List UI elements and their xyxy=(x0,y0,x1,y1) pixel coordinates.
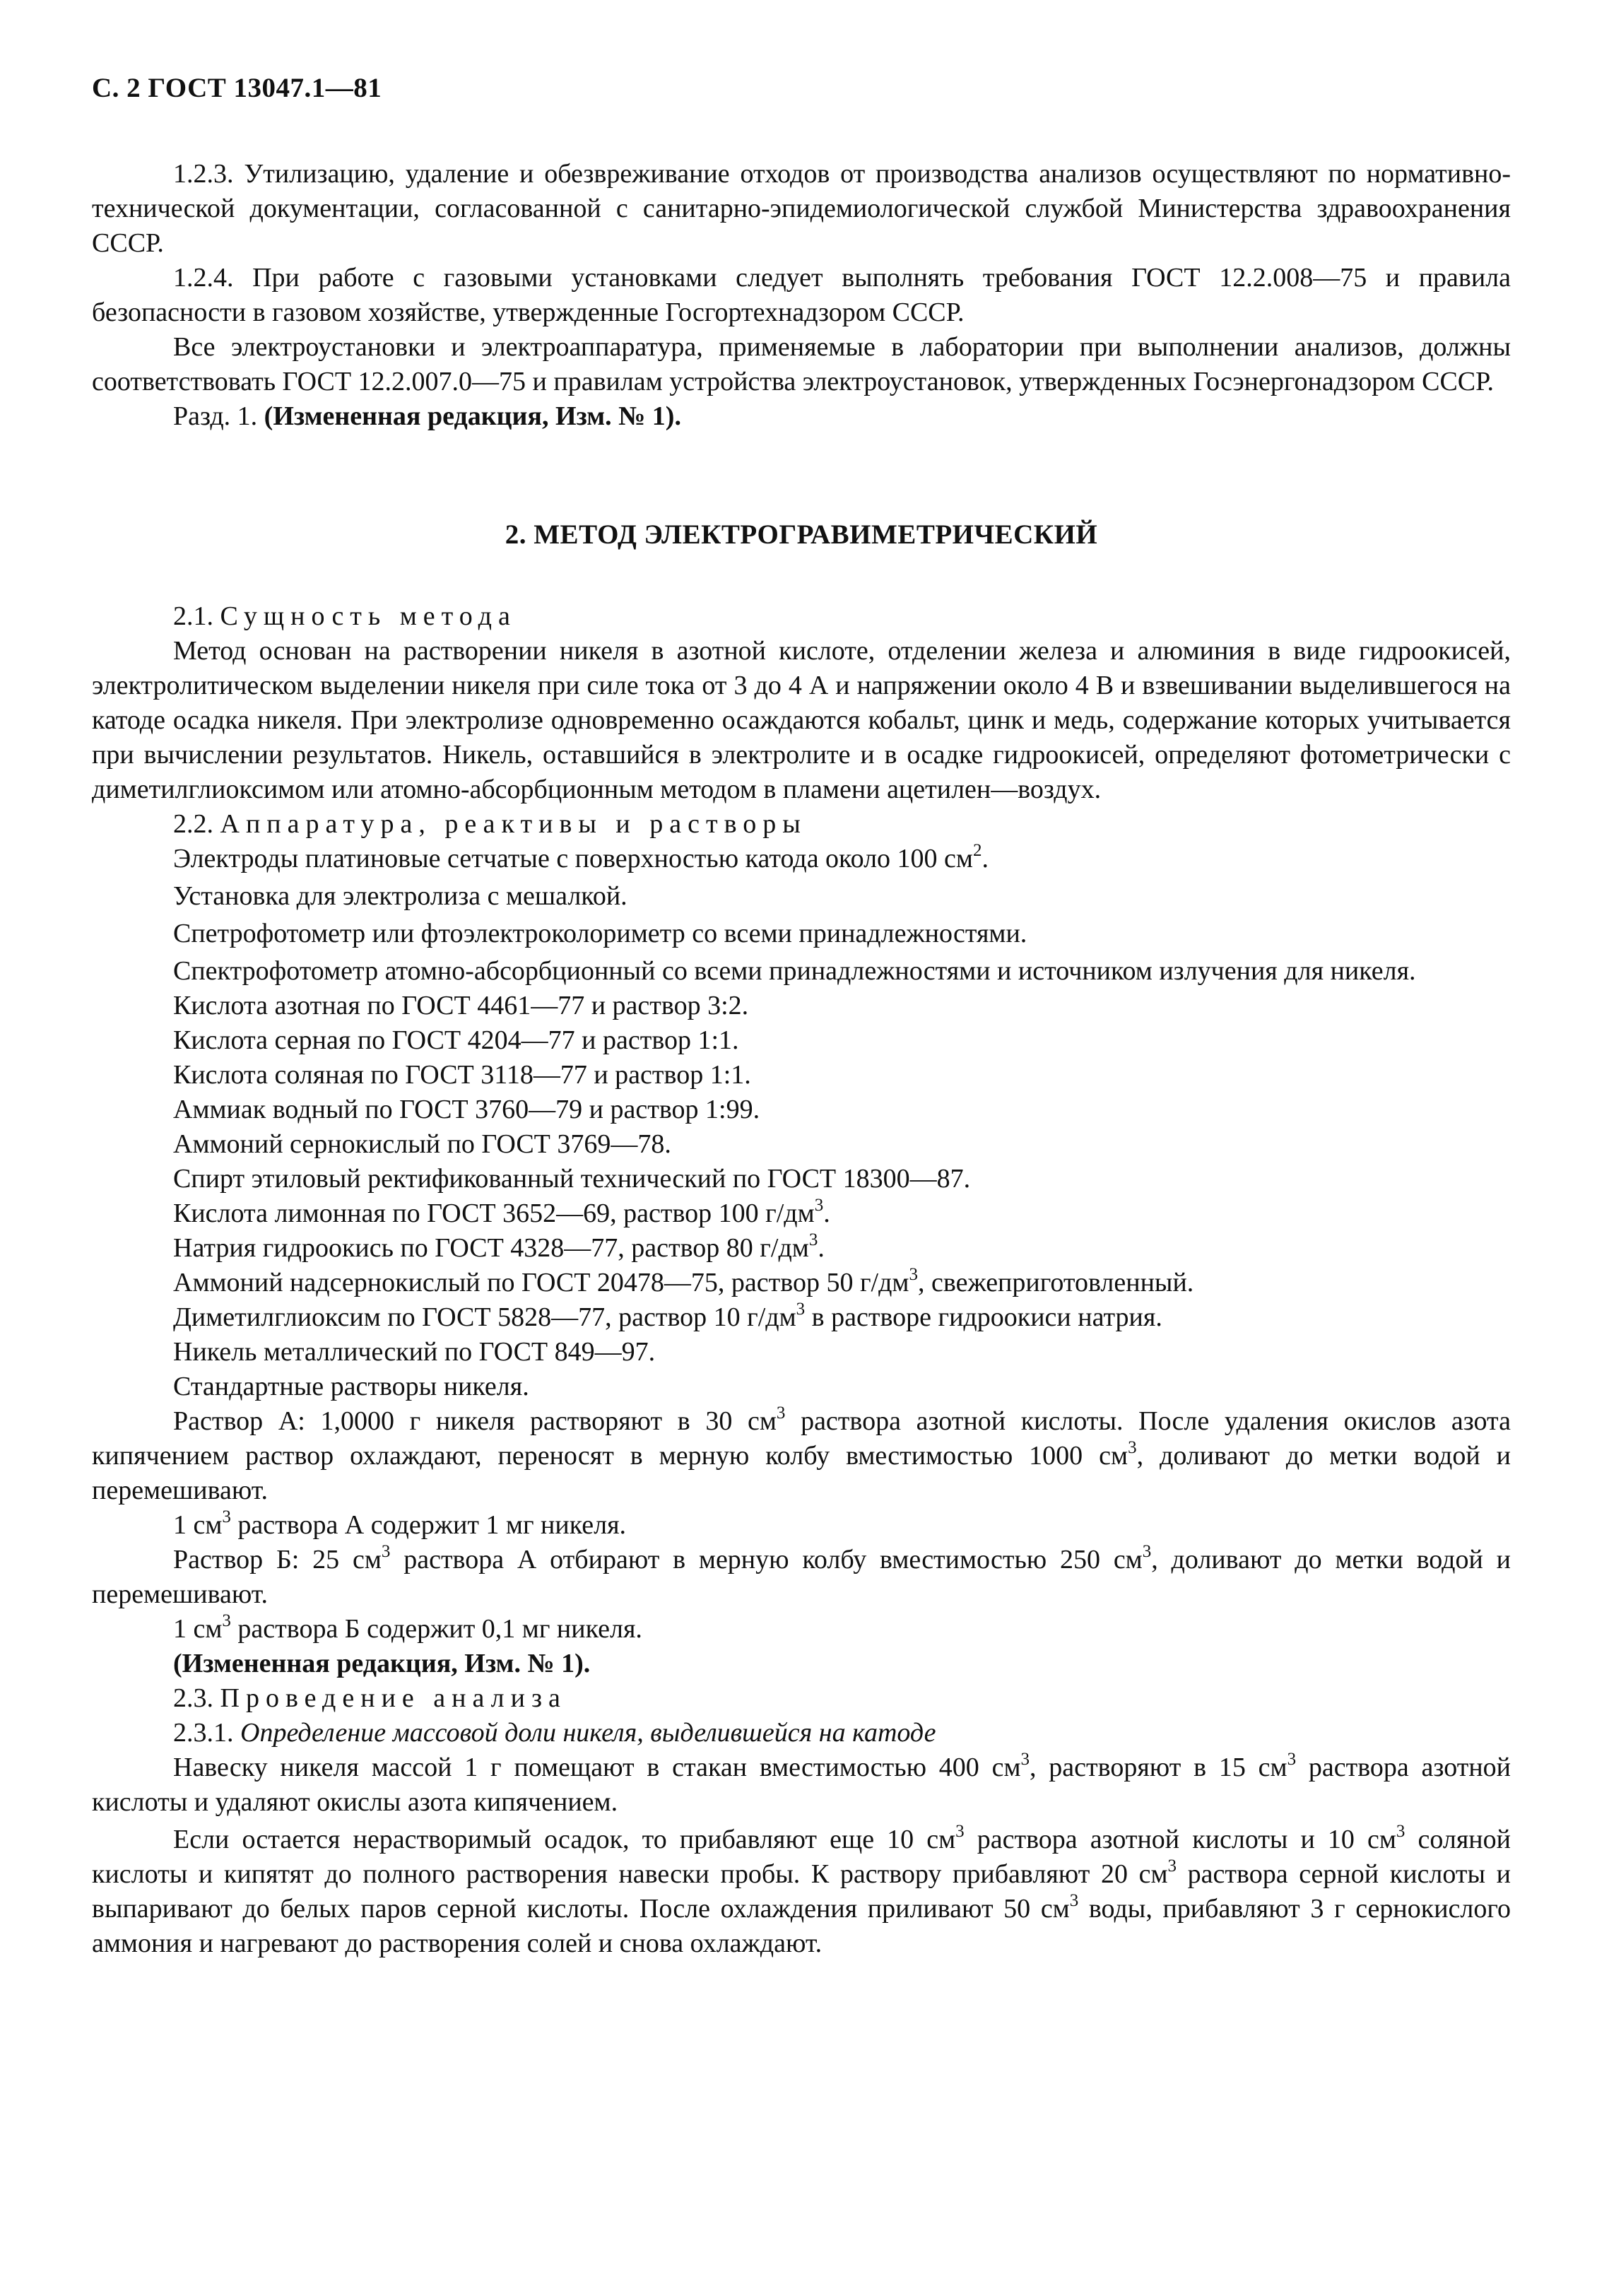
superscript: 3 xyxy=(814,1196,824,1215)
subsection-2-3-1-title xyxy=(92,1716,1511,1750)
item-hydrochloric-acid: Кислота соляная по ГОСТ 3118—77 и раствор 1:1. xyxy=(173,1060,751,1090)
subsection-title: Сущность метода xyxy=(220,601,517,631)
superscript: 3 xyxy=(222,1507,231,1527)
text: Электроды платиновые сетчатые с поверхностью катода около 100 см xyxy=(173,844,973,873)
text: . xyxy=(818,1233,825,1263)
text: 1 см xyxy=(173,1510,223,1540)
method-essence-text: Метод основан на растворении никеля в азотной кислоте, отделении железа и алюминия в виде гидроокисей, электролитическом выделении никеля при силе тока от 3 до 4 А и напряжении около 4 В и взвешивании выделившегося на катоде осадка никеля. При электролизе одновременно осаждаются кобальт, цинк и медь, содержание которых учитывается при вычислении результатов. Никель, оставшийся в электролите и в осадке гидроокисей, определяют фотометрически с диметилглиоксимом или атомно-абсорбционным методом в пламени ацетилен—воздух. xyxy=(92,636,1511,804)
text: воды, прибавляют 3 г сернокислого аммония и нагревают до растворения солей и снова охлаждают. xyxy=(92,1894,1511,1958)
running-title: С. 2 ГОСТ 13047.1—81 xyxy=(92,73,382,103)
item-electrodes xyxy=(92,842,1511,876)
section-2-body xyxy=(92,599,1511,1961)
superscript: 3 xyxy=(808,1230,818,1250)
solution-b-note xyxy=(92,1612,1511,1647)
superscript: 3 xyxy=(1287,1750,1297,1770)
item-nitric-acid: Кислота азотная по ГОСТ 4461—77 и раствор 3:2. xyxy=(173,991,749,1020)
text: Навеску никеля массой 1 г помещают в стакан вместимостью 400 см xyxy=(173,1753,1021,1782)
text: Раствор А: 1,0000 г никеля растворяют в 30 см xyxy=(173,1406,777,1436)
superscript: 3 xyxy=(1069,1891,1079,1911)
section-2-heading: 2. МЕТОД ЭЛЕКТРОГРАВИМЕТРИЧЕСКИЙ xyxy=(505,519,1098,550)
paragraph-electrical: Все электроустановки и электроаппаратура, применяемые в лаборатории при выполнении анализов, должны соответствовать ГОСТ 12.2.007.0—75 и правилам устройства электроустановок, утвержденных Госэнергонадзором СССР. xyxy=(92,332,1511,396)
amendment-note-2-2: (Измененная редакция, Изм. № 1). xyxy=(173,1649,591,1678)
item-ammonium-persulfate xyxy=(92,1266,1511,1300)
text: , растворяют в 15 см xyxy=(1030,1753,1287,1782)
superscript: 2 xyxy=(972,841,982,861)
subsection-number: 2.3. xyxy=(173,1683,220,1713)
item-standard-solutions: Стандартные растворы никеля. xyxy=(173,1372,529,1401)
superscript: 3 xyxy=(1167,1856,1177,1876)
superscript: 3 xyxy=(1020,1750,1030,1770)
item-dimethylglyoxime xyxy=(92,1300,1511,1335)
procedure-paragraph-1 xyxy=(92,1750,1511,1820)
text: Если остается нерастворимый осадок, то прибавляют еще 10 см xyxy=(173,1825,956,1854)
section-1-body xyxy=(92,157,1511,434)
subsection-2-3-title xyxy=(92,1681,1511,1716)
superscript: 3 xyxy=(1396,1822,1405,1842)
superscript: 3 xyxy=(955,1822,965,1842)
text: , доливают до метки водой и перемешивают. xyxy=(92,1545,1511,1609)
text: , свежеприготовленный. xyxy=(917,1268,1194,1297)
item-nickel-metal: Никель металлический по ГОСТ 849—97. xyxy=(173,1337,656,1367)
text: Диметилглиоксим по ГОСТ 5828—77, раствор 10 г/дм xyxy=(173,1302,796,1332)
text: . xyxy=(982,844,989,873)
solution-a-note xyxy=(92,1508,1511,1543)
superscript: 3 xyxy=(222,1611,231,1631)
item-ammonia: Аммиак водный по ГОСТ 3760—79 и раствор 1:99. xyxy=(173,1095,760,1124)
paragraph-1-2-4: 1.2.4. При работе с газовыми установками следует выполнять требования ГОСТ 12.2.008—75 и правила безопасности в газовом хозяйстве, утвержденные Госгортехнадзором СССР. xyxy=(92,263,1511,327)
item-ammonium-sulfate: Аммоний сернокислый по ГОСТ 3769—78. xyxy=(173,1129,671,1159)
subsection-number: 2.3.1. xyxy=(173,1718,240,1748)
superscript: 3 xyxy=(1142,1542,1152,1562)
superscript: 3 xyxy=(1128,1438,1137,1458)
text: раствора А содержит 1 мг никеля. xyxy=(230,1510,627,1540)
text: . xyxy=(823,1199,830,1228)
text: Аммоний надсернокислый по ГОСТ 20478—75, раствор 50 г/дм xyxy=(173,1268,909,1297)
subsection-2-1-title xyxy=(92,599,1511,634)
procedure-paragraph-2 xyxy=(92,1823,1511,1961)
item-sulfuric-acid: Кислота серная по ГОСТ 4204—77 и раствор 1:1. xyxy=(173,1025,739,1055)
subsection-number: 2.2. xyxy=(173,809,220,839)
text: Раствор Б: 25 см xyxy=(173,1545,382,1574)
text: раствора серной кислоты и выпаривают до белых паров серной кислоты. После охлаждения приливают 50 см xyxy=(92,1859,1511,1924)
item-ethanol: Спирт этиловый ректификованный технический по ГОСТ 18300—87. xyxy=(173,1164,971,1194)
subsection-number: 2.1. xyxy=(173,601,220,631)
text: 1 см xyxy=(173,1614,223,1644)
solution-a-text xyxy=(92,1404,1511,1508)
text: соляной кислоты и кипятят до полного растворения навески пробы. К раствору прибавляют 20 см xyxy=(92,1825,1511,1889)
item-aas: Спектрофотометр атомно-абсорбционный со всеми принадлежностями и источником излучения для никеля. xyxy=(173,956,1416,986)
text: раствора Б содержит 0,1 мг никеля. xyxy=(230,1614,642,1644)
text: , доливают до метки водой и перемешивают. xyxy=(92,1441,1511,1505)
subsection-title: Проведение анализа xyxy=(220,1683,567,1713)
item-sodium-hydroxide xyxy=(92,1231,1511,1266)
razd-label: Разд. 1. xyxy=(173,401,264,431)
text: Натрия гидроокись по ГОСТ 4328—77, раствор 80 г/дм xyxy=(173,1233,809,1263)
item-photometer: Спетрофотометр или фтоэлектроколориметр со всеми принадлежностями. xyxy=(173,919,1027,948)
amendment-note-section-1 xyxy=(92,399,1511,434)
item-citric-acid xyxy=(92,1196,1511,1231)
subsection-title: Аппаратура, реактивы и растворы xyxy=(220,809,807,839)
text: раствора А отбирают в мерную колбу вместимостью 250 см xyxy=(390,1545,1143,1574)
superscript: 3 xyxy=(909,1265,918,1285)
subsection-2-2-title xyxy=(92,807,1511,842)
superscript: 3 xyxy=(776,1403,786,1423)
text: раствора азотной кислоты и удаляют окислы азота кипячением. xyxy=(92,1753,1511,1817)
solution-b-text xyxy=(92,1543,1511,1612)
item-electrolysis-unit: Установка для электролиза с мешалкой. xyxy=(173,881,627,911)
text: Кислота лимонная по ГОСТ 3652—69, раствор 100 г/дм xyxy=(173,1199,815,1228)
amendment-bold: (Измененная редакция, Изм. № 1). xyxy=(264,401,681,431)
paragraph-1-2-3: 1.2.3. Утилизацию, удаление и обезвреживание отходов от производства анализов осуществляют по нормативно-технической документации, согласованной с санитарно-эпидемиологической службой Министерства здравоохранения СССР. xyxy=(92,159,1511,258)
subsection-title: Определение массовой доли никеля, выделившейся на катоде xyxy=(240,1718,936,1748)
superscript: 3 xyxy=(796,1300,806,1319)
text: раствора азотной кислоты. После удаления окислов азота кипячением раствор охлаждают, переносят в мерную колбу вместимостью 1000 см xyxy=(92,1406,1511,1471)
text: в растворе гидроокиси натрия. xyxy=(805,1302,1162,1332)
superscript: 3 xyxy=(381,1542,391,1562)
text: раствора азотной кислоты и 10 см xyxy=(964,1825,1396,1854)
